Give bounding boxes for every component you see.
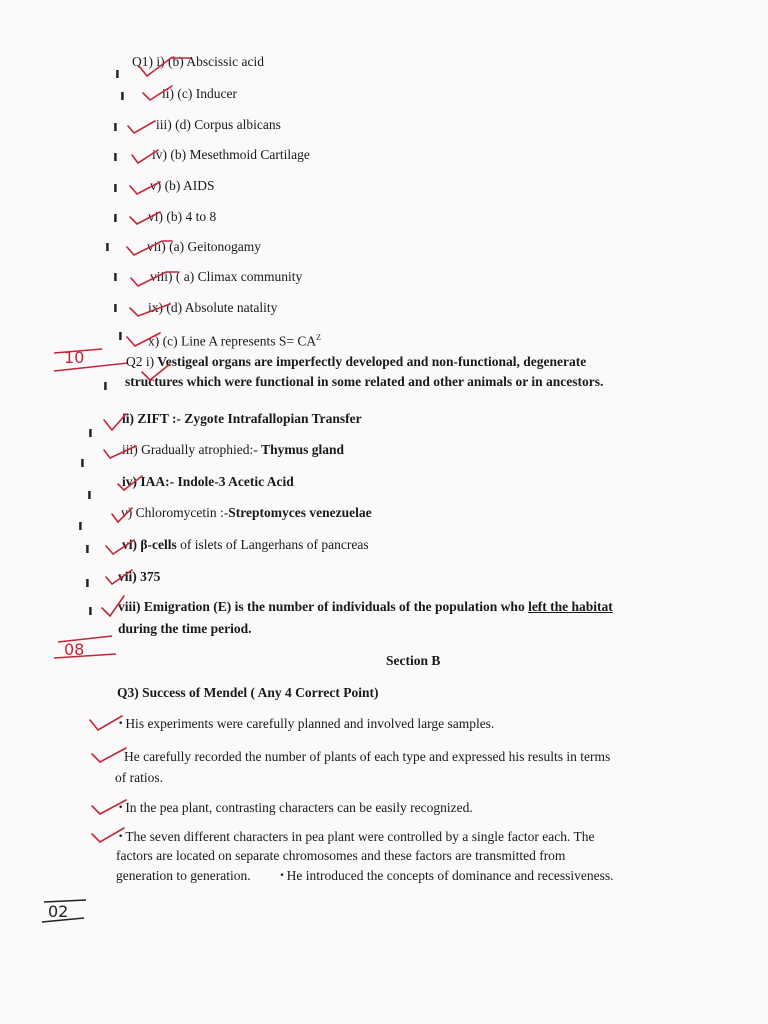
q3-bullet-1: • His experiments were carefully planned and involved large samples. <box>118 716 495 731</box>
q3-title: Q3) Success of Mendel ( Any 4 Correct Point) <box>117 685 379 700</box>
q2-item-2: ii) ZIFT :- Zygote Intrafallopian Transfer <box>122 411 362 426</box>
score-q3: 02 <box>48 902 69 921</box>
q2-item-8-line1: viii) Emigration (E) is the number of individuals of the population who left the habitat <box>118 599 613 614</box>
q3-bullet-4-cont2: generation to generation. • He introduced the concepts of dominance and recessiveness. <box>116 868 614 883</box>
tally-mark: ı <box>113 269 118 285</box>
q3-bullet-2: He carefully recorded the number of plants of each type and expressed his results in terms <box>124 749 611 764</box>
q3-bullet-5: He introduced the concepts of dominance and recessiveness. <box>286 868 614 883</box>
tally-mark: ı <box>118 328 123 344</box>
tally-mark: ı <box>113 300 118 316</box>
q2-item-8-line2: during the time period. <box>118 621 252 636</box>
q2-item-4: iv) IAA:- Indole-3 Acetic Acid <box>122 474 294 489</box>
tally-mark: ı <box>115 66 120 82</box>
q2-item-3: iii) Gradually atrophied:- Thymus gland <box>122 442 345 457</box>
q1-item-9: ix) (d) Absolute natality <box>148 300 278 315</box>
q2-item-5: v) Chloromycetin :-Streptomyces venezuelae <box>121 505 372 520</box>
score-q2: 08 <box>64 640 85 659</box>
section-b-heading: Section B <box>386 653 441 668</box>
tally-mark: ı <box>85 541 90 557</box>
tally-mark: ı <box>113 210 118 226</box>
q1-item-2: ii) (c) Inducer <box>162 86 237 101</box>
tally-mark: ı <box>105 239 110 255</box>
q1-item-1: Q1) i) (b) Abscissic acid <box>132 54 264 69</box>
q3-bullet-4-cont1: factors are located on separate chromosomes and these factors are transmitted from <box>116 848 566 863</box>
tally-mark: ı <box>87 487 92 503</box>
tally-mark: ı <box>85 575 90 591</box>
tally-mark: ı <box>113 149 118 165</box>
tally-mark: ı <box>103 378 108 394</box>
tally-mark: ı <box>113 180 118 196</box>
q2-item-1-line1: Q2 i) Vestigeal organs are imperfectly developed and non-functional, degenerate <box>126 354 587 369</box>
q3-bullet-3: • In the pea plant, contrasting characters can be easily recognized. <box>118 800 473 815</box>
q1-item-5: v) (b) AIDS <box>150 178 215 193</box>
q2-item-6: vi) β-cells of islets of Langerhans of pancreas <box>122 537 369 552</box>
q3-bullet-4: • The seven different characters in pea plant were controlled by a single factor each. The <box>118 829 595 844</box>
score-q1: 10 <box>64 348 85 367</box>
q1-item-7: vii) (a) Geitonogamy <box>147 239 261 254</box>
tally-mark: ı <box>80 455 85 471</box>
tally-mark: ı <box>113 119 118 135</box>
score-q2-underline <box>44 632 164 672</box>
tally-mark: ı <box>88 603 93 619</box>
q3-bullet-2-cont: of ratios. <box>115 770 163 785</box>
q1-item-4: iv) (b) Mesethmoid Cartilage <box>152 147 310 162</box>
q1-item-3: iii) (d) Corpus albicans <box>156 117 281 132</box>
q1-item-6: vi) (b) 4 to 8 <box>148 209 217 224</box>
q2-item-1-line2: structures which were functional in some related and other animals or in ancestors. <box>125 374 604 389</box>
tally-mark: ı <box>88 425 93 441</box>
q1-item-8: viii) ( a) Climax community <box>150 269 303 284</box>
q2-item-7: vii) 375 <box>118 569 161 584</box>
q1-item-10: x) (c) Line A represents $S= CA^Z$ <box>148 333 321 349</box>
tally-mark: ı <box>78 518 83 534</box>
tally-mark: ı <box>120 88 125 104</box>
